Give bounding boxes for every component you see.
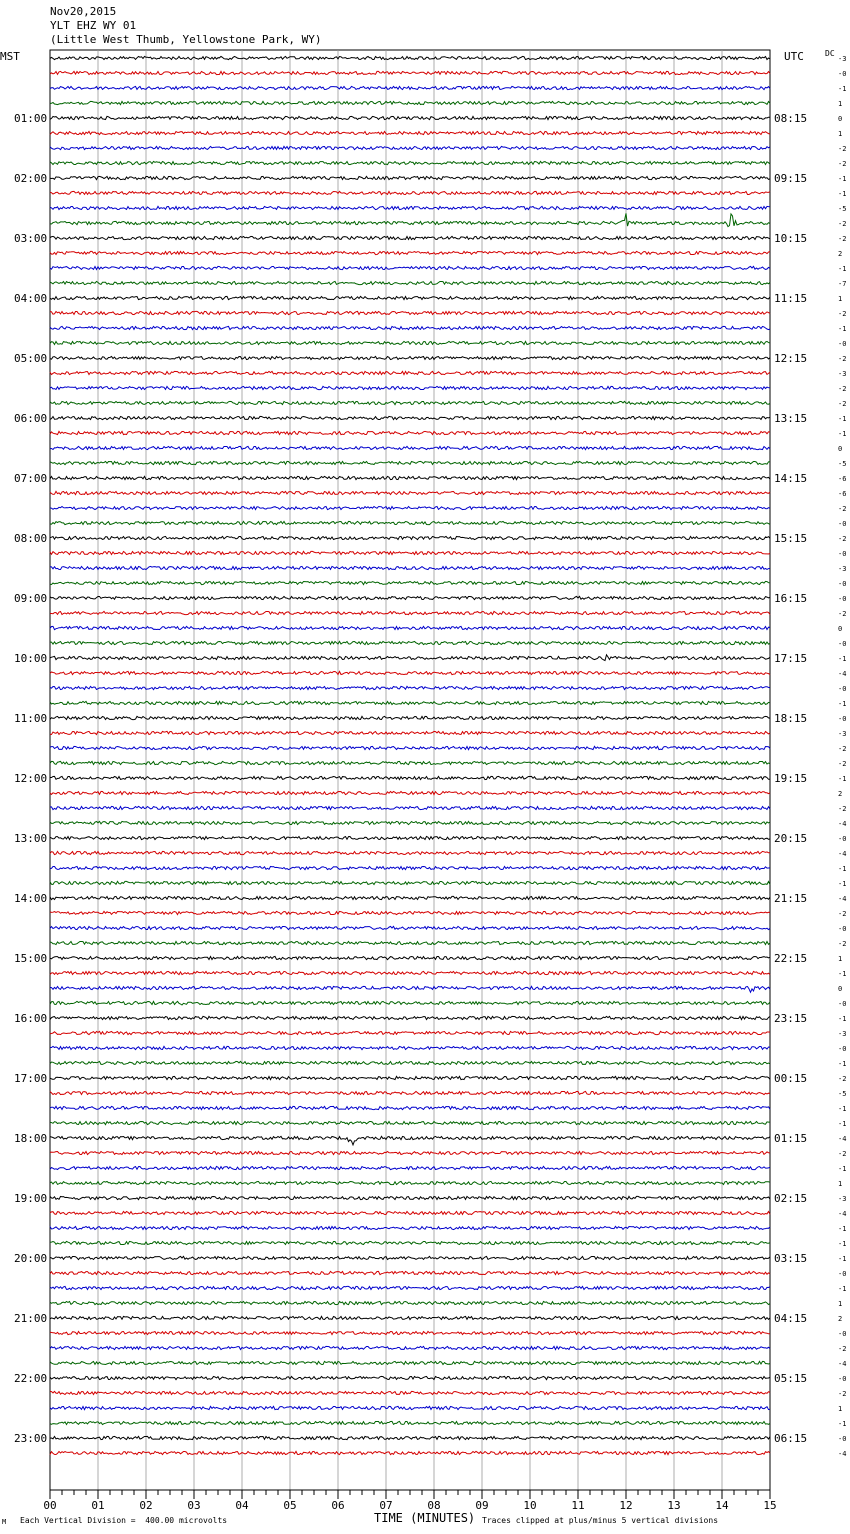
right-hour-label: 16:15 (774, 592, 808, 605)
dc-offset-label: -1 (838, 1165, 847, 1173)
left-hour-label: 01:00 (14, 112, 48, 125)
trace-line (50, 1421, 770, 1424)
trace-line (50, 213, 770, 226)
left-hour-label: 17:00 (14, 1072, 48, 1085)
dc-offset-label: -2 (838, 310, 847, 318)
dc-offset-label: 2 (838, 1315, 843, 1323)
trace-line (50, 776, 770, 779)
left-hour-label: 03:00 (14, 232, 48, 245)
dc-offset-label: -4 (838, 895, 847, 903)
dc-offset-label: -1 (838, 190, 847, 198)
left-hour-label: 19:00 (14, 1192, 48, 1205)
trace-line (50, 386, 770, 389)
dc-offset-label: -1 (838, 1225, 847, 1233)
dc-offset-label: -2 (838, 1345, 847, 1353)
trace-line (50, 881, 770, 884)
trace-line (50, 521, 770, 524)
trace-line (50, 1301, 770, 1304)
right-hour-label: 18:15 (774, 712, 808, 725)
trace-line (50, 326, 770, 329)
trace-line (50, 761, 770, 764)
dc-offset-label: -1 (838, 1420, 847, 1428)
dc-offset-label: -3 (838, 565, 847, 573)
trace-line (50, 1391, 770, 1394)
dc-offset-label: -0 (838, 1330, 847, 1338)
x-axis-label: TIME (MINUTES) (374, 1511, 476, 1525)
dc-offset-label: -2 (838, 910, 847, 918)
dc-offset-label: -0 (838, 715, 847, 723)
trace-line (50, 1181, 770, 1184)
right-hour-label: 14:15 (774, 472, 808, 485)
dc-offset-label: 1 (838, 295, 843, 303)
trace-line (50, 371, 770, 374)
dc-offset-label: -1 (838, 775, 847, 783)
trace-line (50, 1211, 770, 1214)
dc-offset-label: -5 (838, 205, 847, 213)
x-tick-label: 15 (763, 1499, 777, 1512)
dc-offset-label: -1 (838, 655, 847, 663)
dc-offset-label: -0 (838, 520, 847, 528)
dc-offset-label: -0 (838, 1000, 847, 1008)
trace-line (50, 1256, 770, 1259)
left-hour-label: 15:00 (14, 952, 48, 965)
trace-line (50, 161, 770, 164)
trace-line (50, 131, 770, 134)
trace-line (50, 191, 770, 194)
trace-line (50, 446, 770, 449)
dc-offset-label: -4 (838, 1360, 847, 1368)
dc-offset-label: -2 (838, 235, 847, 243)
header-station: YLT EHZ WY 01 (50, 19, 137, 32)
dc-offset-label: -0 (838, 595, 847, 603)
dc-offset-label: -0 (838, 835, 847, 843)
left-hour-label: 04:00 (14, 292, 48, 305)
trace-line (50, 461, 770, 464)
right-hour-label: 11:15 (774, 292, 808, 305)
dc-offset-label: -2 (838, 1150, 847, 1158)
right-hour-label: 22:15 (774, 952, 808, 965)
x-tick-label: 09 (475, 1499, 489, 1512)
trace-line (50, 716, 770, 719)
trace-line (50, 1121, 770, 1124)
dc-offset-label: 1 (838, 100, 843, 108)
x-tick-label: 03 (187, 1499, 201, 1512)
dc-offset-label: -0 (838, 1435, 847, 1443)
x-tick-label: 01 (91, 1499, 105, 1512)
dc-offset-label: -1 (838, 1255, 847, 1263)
trace-line (50, 1076, 770, 1079)
dc-offset-label: -4 (838, 1135, 847, 1143)
left-hour-label: 20:00 (14, 1252, 48, 1265)
trace-line (50, 1331, 770, 1334)
x-tick-label: 02 (139, 1499, 153, 1512)
dc-offset-label: -1 (838, 265, 847, 273)
dc-offset-label: -1 (838, 1105, 847, 1113)
dc-offset-label: -2 (838, 385, 847, 393)
trace-line (50, 1031, 770, 1034)
dc-offset-label: -0 (838, 550, 847, 558)
dc-offset-label: -2 (838, 505, 847, 513)
dc-offset-label: -4 (838, 670, 847, 678)
dc-offset-label: -7 (838, 280, 847, 288)
trace-line (50, 56, 770, 59)
trace-line (50, 1151, 770, 1154)
corner-mark: M (2, 1518, 7, 1526)
dc-offset-label: -2 (838, 355, 847, 363)
x-tick-label: 04 (235, 1499, 249, 1512)
trace-line (50, 1046, 770, 1049)
trace-line (50, 1166, 770, 1169)
trace-line (50, 791, 770, 794)
trace-line (50, 1361, 770, 1364)
trace-line (50, 941, 770, 944)
x-tick-label: 13 (667, 1499, 681, 1512)
dc-offset-label: -5 (838, 1090, 847, 1098)
dc-offset-label: -0 (838, 70, 847, 78)
dc-offset-label: -1 (838, 865, 847, 873)
dc-offset-label: -2 (838, 145, 847, 153)
left-hour-label: 06:00 (14, 412, 48, 425)
dc-offset-label: -2 (838, 1390, 847, 1398)
trace-line (50, 971, 770, 974)
trace-line (50, 86, 770, 89)
dc-offset-label: -4 (838, 820, 847, 828)
trace-line (50, 266, 770, 269)
dc-offset-label: -1 (838, 1120, 847, 1128)
trace-line (50, 146, 770, 149)
dc-offset-label: -2 (838, 610, 847, 618)
x-tick-label: 07 (379, 1499, 393, 1512)
dc-offset-label: 0 (838, 115, 843, 123)
trace-line (50, 1406, 770, 1409)
dc-label: DC (825, 49, 835, 58)
right-hour-label: 08:15 (774, 112, 808, 125)
x-tick-label: 11 (571, 1499, 585, 1512)
trace-line (50, 1346, 770, 1349)
x-tick-label: 06 (331, 1499, 345, 1512)
trace-line (50, 401, 770, 404)
trace-line (50, 311, 770, 314)
trace-line (50, 236, 770, 239)
trace-line (50, 701, 770, 704)
trace-line (50, 836, 770, 839)
trace-line (50, 1226, 770, 1229)
right-hour-label: 00:15 (774, 1072, 808, 1085)
trace-line (50, 596, 770, 599)
trace-line (50, 866, 770, 869)
trace-line (50, 476, 770, 479)
dc-offset-label: 1 (838, 1180, 843, 1188)
trace-line (50, 671, 770, 674)
trace-line (50, 611, 770, 614)
dc-offset-label: -1 (838, 325, 847, 333)
dc-offset-label: -5 (838, 460, 847, 468)
trace-line (50, 1316, 770, 1319)
left-hour-label: 22:00 (14, 1372, 48, 1385)
right-hour-label: 05:15 (774, 1372, 808, 1385)
trace-line (50, 431, 770, 434)
dc-offset-label: 0 (838, 985, 843, 993)
dc-offset-label: 1 (838, 1300, 843, 1308)
header-date: Nov20,2015 (50, 5, 117, 18)
trace-line (50, 1286, 770, 1289)
dc-offset-label: -2 (838, 940, 847, 948)
trace-line (50, 71, 770, 74)
dc-offset-label: -4 (838, 1450, 847, 1458)
right-hour-label: 23:15 (774, 1012, 808, 1025)
trace-line (50, 1016, 770, 1019)
left-hour-label: 16:00 (14, 1012, 48, 1025)
left-hour-label: 18:00 (14, 1132, 48, 1145)
right-hour-label: 09:15 (774, 172, 808, 185)
trace-line (50, 1091, 770, 1094)
dc-offset-label: -3 (838, 370, 847, 378)
trace-line (50, 1136, 770, 1145)
dc-offset-label: -1 (838, 1060, 847, 1068)
x-tick-label: 05 (283, 1499, 297, 1512)
dc-offset-label: -1 (838, 880, 847, 888)
dc-offset-label: -2 (838, 220, 847, 228)
trace-line (50, 806, 770, 809)
trace-line (50, 641, 770, 644)
trace-line (50, 1436, 770, 1439)
dc-offset-label: -2 (838, 400, 847, 408)
trace-line (50, 851, 770, 854)
dc-offset-label: -2 (838, 535, 847, 543)
dc-offset-label: -0 (838, 1045, 847, 1053)
dc-offset-label: -3 (838, 730, 847, 738)
dc-offset-label: -2 (838, 1075, 847, 1083)
dc-offset-label: -0 (838, 1270, 847, 1278)
dc-offset-label: -0 (838, 580, 847, 588)
trace-line (50, 176, 770, 179)
left-hour-label: 09:00 (14, 592, 48, 605)
right-hour-label: 19:15 (774, 772, 808, 785)
right-hour-label: 03:15 (774, 1252, 808, 1265)
x-tick-label: 12 (619, 1499, 633, 1512)
right-hour-label: 04:15 (774, 1312, 808, 1325)
trace-line (50, 341, 770, 344)
trace-line (50, 1241, 770, 1244)
trace-line (50, 251, 770, 254)
dc-offset-label: 1 (838, 955, 843, 963)
left-hour-label: 05:00 (14, 352, 48, 365)
left-hour-label: 11:00 (14, 712, 48, 725)
trace-line (50, 1061, 770, 1064)
left-hour-label: 12:00 (14, 772, 48, 785)
header-location: (Little West Thumb, Yellowstone Park, WY) (50, 33, 322, 46)
trace-line (50, 926, 770, 929)
left-hour-label: 21:00 (14, 1312, 48, 1325)
trace-line (50, 1271, 770, 1274)
trace-line (50, 356, 770, 359)
trace-line (50, 821, 770, 824)
dc-offset-label: -2 (838, 745, 847, 753)
trace-line (50, 1451, 770, 1454)
right-hour-label: 02:15 (774, 1192, 808, 1205)
trace-line (50, 296, 770, 299)
dc-offset-label: 1 (838, 130, 843, 138)
dc-offset-label: -0 (838, 685, 847, 693)
trace-line (50, 506, 770, 509)
dc-offset-label: -0 (838, 340, 847, 348)
right-hour-label: 17:15 (774, 652, 808, 665)
dc-offset-label: -3 (838, 55, 847, 63)
trace-line (50, 1196, 770, 1199)
dc-offset-label: -4 (838, 1210, 847, 1218)
trace-line (50, 206, 770, 209)
dc-offset-label: -3 (838, 1195, 847, 1203)
dc-offset-label: -6 (838, 490, 847, 498)
right-hour-label: 10:15 (774, 232, 808, 245)
dc-offset-label: 0 (838, 625, 843, 633)
dc-offset-label: -1 (838, 970, 847, 978)
trace-line (50, 101, 770, 104)
dc-offset-label: -0 (838, 925, 847, 933)
trace-line (50, 911, 770, 914)
right-timezone-label: UTC (784, 50, 804, 63)
trace-line (50, 626, 770, 629)
trace-line (50, 896, 770, 899)
x-tick-label: 14 (715, 1499, 729, 1512)
dc-offset-label: 2 (838, 790, 843, 798)
dc-offset-label: -1 (838, 700, 847, 708)
right-hour-label: 20:15 (774, 832, 808, 845)
trace-line (50, 491, 770, 494)
x-tick-label: 10 (523, 1499, 537, 1512)
trace-line (50, 1376, 770, 1379)
left-timezone-label: MST (0, 50, 20, 63)
trace-line (50, 686, 770, 689)
scale-note: Each Vertical Division = 400.00 microvolts (20, 1516, 228, 1525)
left-hour-label: 08:00 (14, 532, 48, 545)
left-hour-label: 13:00 (14, 832, 48, 845)
right-hour-label: 06:15 (774, 1432, 808, 1445)
trace-line (50, 956, 770, 959)
trace-line (50, 1001, 770, 1005)
dc-offset-label: -1 (838, 415, 847, 423)
left-hour-label: 10:00 (14, 652, 48, 665)
dc-offset-label: -1 (838, 1240, 847, 1248)
dc-offset-label: -3 (838, 1030, 847, 1038)
dc-offset-label: -0 (838, 1375, 847, 1383)
right-hour-label: 21:15 (774, 892, 808, 905)
x-tick-label: 08 (427, 1499, 441, 1512)
left-hour-label: 02:00 (14, 172, 48, 185)
right-hour-label: 13:15 (774, 412, 808, 425)
trace-line (50, 281, 770, 284)
right-hour-label: 15:15 (774, 532, 808, 545)
right-hour-label: 12:15 (774, 352, 808, 365)
dc-offset-label: -2 (838, 805, 847, 813)
trace-line (50, 986, 770, 992)
dc-offset-label: -1 (838, 175, 847, 183)
dc-offset-label: -1 (838, 430, 847, 438)
dc-offset-label: -1 (838, 85, 847, 93)
right-hour-label: 01:15 (774, 1132, 808, 1145)
left-hour-label: 23:00 (14, 1432, 48, 1445)
trace-line (50, 1106, 770, 1109)
dc-offset-label: 0 (838, 445, 843, 453)
trace-line (50, 536, 770, 539)
left-hour-label: 07:00 (14, 472, 48, 485)
clip-note: Traces clipped at plus/minus 5 vertical divisions (482, 1516, 719, 1525)
dc-offset-label: -4 (838, 850, 847, 858)
trace-line (50, 731, 770, 734)
dc-offset-label: -6 (838, 475, 847, 483)
trace-line (50, 416, 770, 419)
dc-offset-label: -2 (838, 160, 847, 168)
x-tick-label: 00 (43, 1499, 57, 1512)
left-hour-label: 14:00 (14, 892, 48, 905)
trace-line (50, 116, 770, 119)
trace-line (50, 581, 770, 584)
trace-line (50, 746, 770, 749)
dc-offset-label: -0 (838, 640, 847, 648)
trace-line (50, 566, 770, 569)
dc-offset-label: -1 (838, 1285, 847, 1293)
dc-offset-label: -2 (838, 760, 847, 768)
trace-line (50, 655, 770, 661)
dc-offset-label: 2 (838, 250, 843, 258)
dc-offset-label: 1 (838, 1405, 843, 1413)
dc-offset-label: -1 (838, 1015, 847, 1023)
trace-line (50, 551, 770, 554)
